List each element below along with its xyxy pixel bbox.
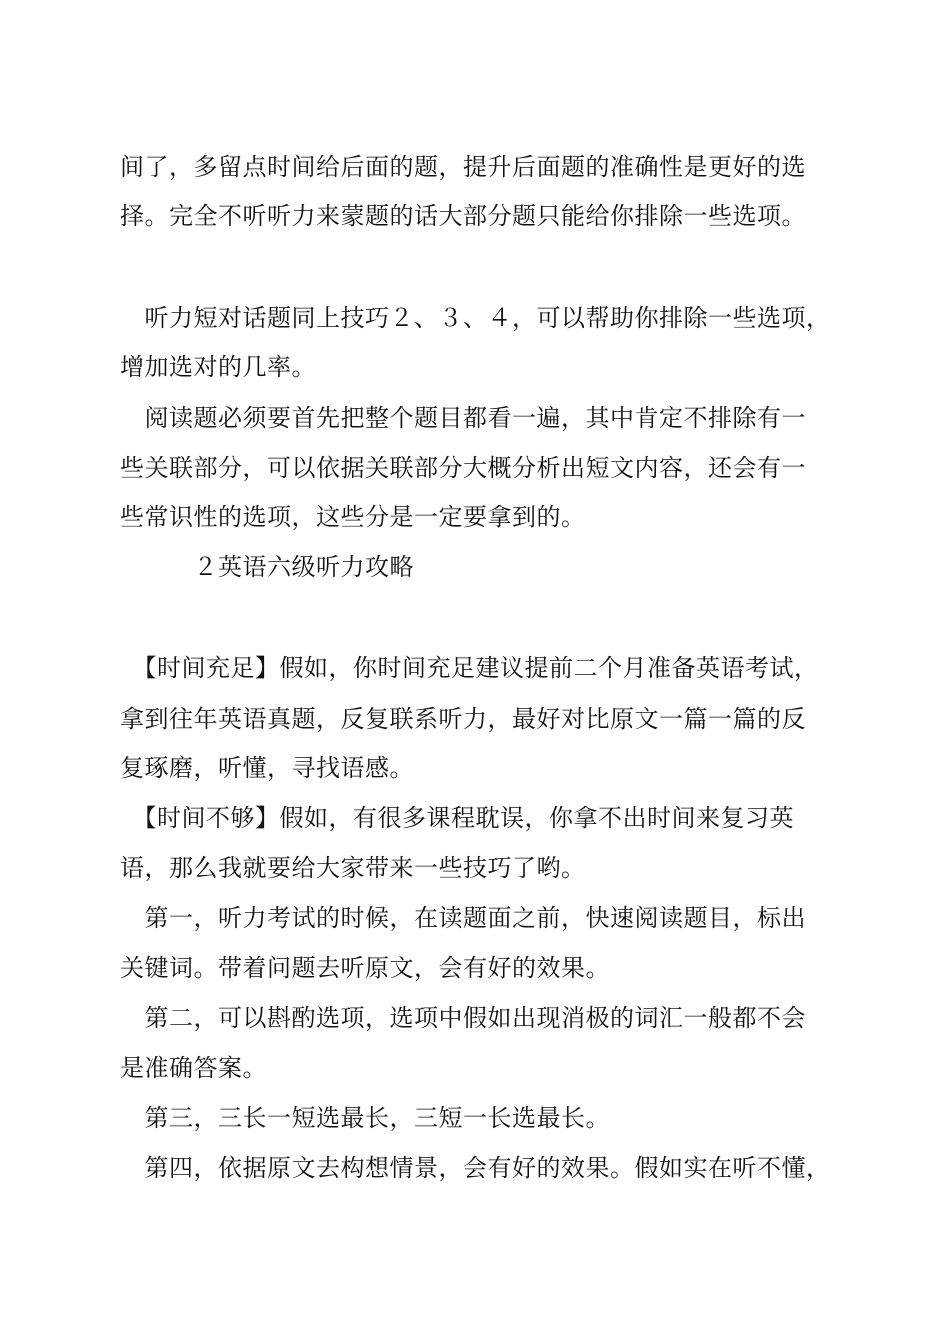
text-line: 关键词。带着问题去听原文，会有好的效果。 [120,954,610,982]
text-line: 第三，三长一短选最长，三短一长选最长。 [120,1104,610,1132]
text-line: 拿到往年英语真题，反复联系听力，最好对比原文一篇一篇的反 [120,705,806,733]
text-line: 增加选对的几率。 [120,353,316,381]
text-line: 些关联部分，可以依据关联部分大概分析出短文内容，还会有一 [120,454,806,482]
text-line: 听力短对话题同上技巧２、３、４，可以帮助你排除一些选项， [120,304,831,332]
text-line: 间了，多留点时间给后面的题，提升后面题的准确性是更好的选 [120,153,806,181]
section-heading: ２英语六级听力攻略 [120,553,414,581]
text-line: 第一，听力考试的时候，在读题面之前，快速阅读题目，标出 [120,904,806,932]
text-line: 第四，依据原文去构想情景，会有好的效果。假如实在听不懂， [120,1154,831,1182]
text-line: 语，那么我就要给大家带来一些技巧了哟。 [120,854,586,882]
text-line: 择。完全不听听力来蒙题的话大部分题只能给你排除一些选项。 [120,202,806,230]
text-line: 是准确答案。 [120,1054,267,1082]
text-line: 复琢磨，听懂，寻找语感。 [120,754,414,782]
text-line: 阅读题必须要首先把整个题目都看一遍，其中肯定不排除有一 [120,404,806,432]
text-line: 【时间不够】假如，有很多课程耽误，你拿不出时间来复习英 [120,804,794,832]
text-line: 第二，可以斟酌选项，选项中假如出现消极的词汇一般都不会 [120,1004,806,1032]
text-line: 【时间充足】假如，你时间充足建议提前二个月准备英语考试， [120,654,819,682]
text-line: 些常识性的选项，这些分是一定要拿到的。 [120,503,586,531]
